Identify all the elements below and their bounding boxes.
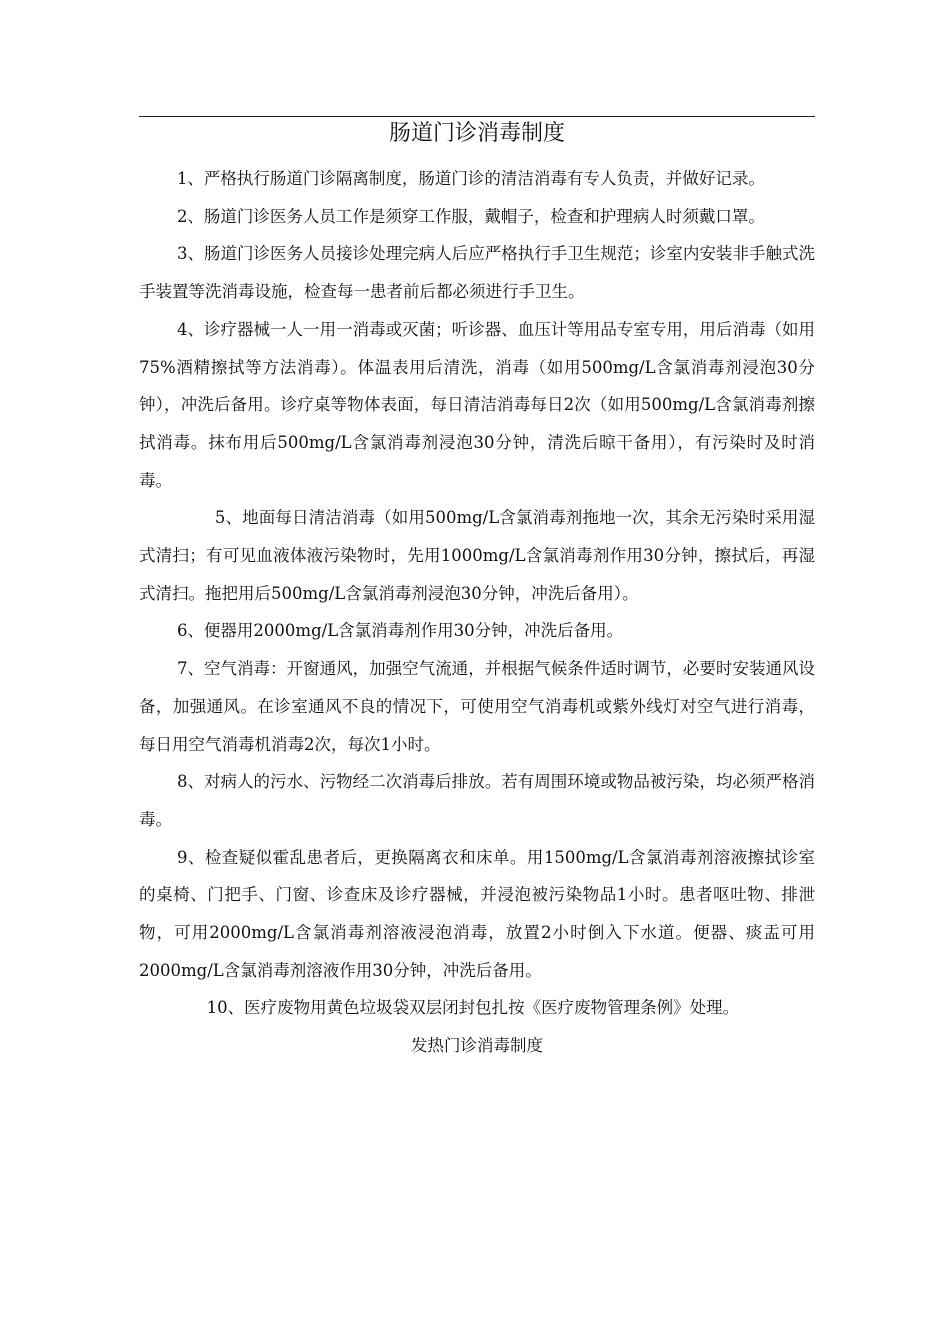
paragraph-8: 8、对病人的污水、污物经二次消毒后排放。若有周围环境或物品被污染，均必须严格消毒。 <box>139 772 815 829</box>
paragraph-4: 4、诊疗器械一人一用一消毒或灭菌；听诊器、血压计等用品专室专用，用后消毒（如用75%酒精擦拭等方法消毒）。体温表用后清洗，消毒（如用500mg/L含氯消毒剂浸泡30分钟），冲洗后备用。诊疗桌等物体表面，每日清洁消毒每日2次（如用500mg/L含氯消毒剂擦拭消毒。抹布用后500mg/L含氯消毒剂浸泡30分钟，清洗后晾干备用），有污染时及时消毒。 <box>139 319 815 490</box>
paragraph-10: 10、医疗废物用黄色垃圾袋双层闭封包扎按《医疗废物管理条例》处理。 <box>206 998 740 1018</box>
paragraph-1: 1、严格执行肠道门诊隔离制度，肠道门诊的清洁消毒有专人负责，并做好记录。 <box>176 169 765 188</box>
paragraph-6: 6、便器用2000mg/L含氯消毒剂作用30分钟，冲洗后备用。 <box>176 621 624 641</box>
next-section-title: 发热门诊消毒制度 <box>411 1036 543 1056</box>
paragraph-5: 5、地面每日清洁消毒（如用500mg/L含氯消毒剂拖地一次，其余无污染时采用湿式清扫；有可见血液体液污染物时，先用1000mg/L含氯消毒剂作用30分钟，擦拭后，再湿式清扫。拖把用后500mg/L含氯消毒剂浸泡30分钟，冲洗后备用）。 <box>139 508 815 603</box>
document-title: 肠道门诊消毒制度 <box>388 121 565 146</box>
header-rule <box>139 116 815 117</box>
paragraph-7: 7、空气消毒：开窗通风，加强空气流通，并根据气候条件适时调节，必要时安装通风设备，加强通风。在诊室通风不良的情况下，可使用空气消毒机或紫外线灯对空气进行消毒，每日用空气消毒机消毒2次，每次1小时。 <box>139 659 815 754</box>
paragraph-2: 2、肠道门诊医务人员工作是须穿工作服，戴帽子，检查和护理病人时须戴口罩。 <box>176 206 765 226</box>
paragraph-3: 3、肠道门诊医务人员接诊处理完病人后应严格执行手卫生规范；诊室内安装非手触式洗手装置等洗消毒设施，检查每一患者前后都必须进行手卫生。 <box>139 244 815 302</box>
paragraph-9: 9、检查疑似霍乱患者后，更换隔离衣和床单。用1500mg/L含氯消毒剂溶液擦拭诊室的桌椅、门把手、门窗、诊查床及诊疗器械，并浸泡被污染物品1小时。患者呕吐物、排泄物，可用2000mg/L含氯消毒剂溶液浸泡消毒，放置2小时倒入下水道。便器、痰盂可用2000mg/L含氯消毒剂溶液作用30分钟，冲洗后备用。 <box>139 847 815 980</box>
document-body <box>139 160 815 1065</box>
